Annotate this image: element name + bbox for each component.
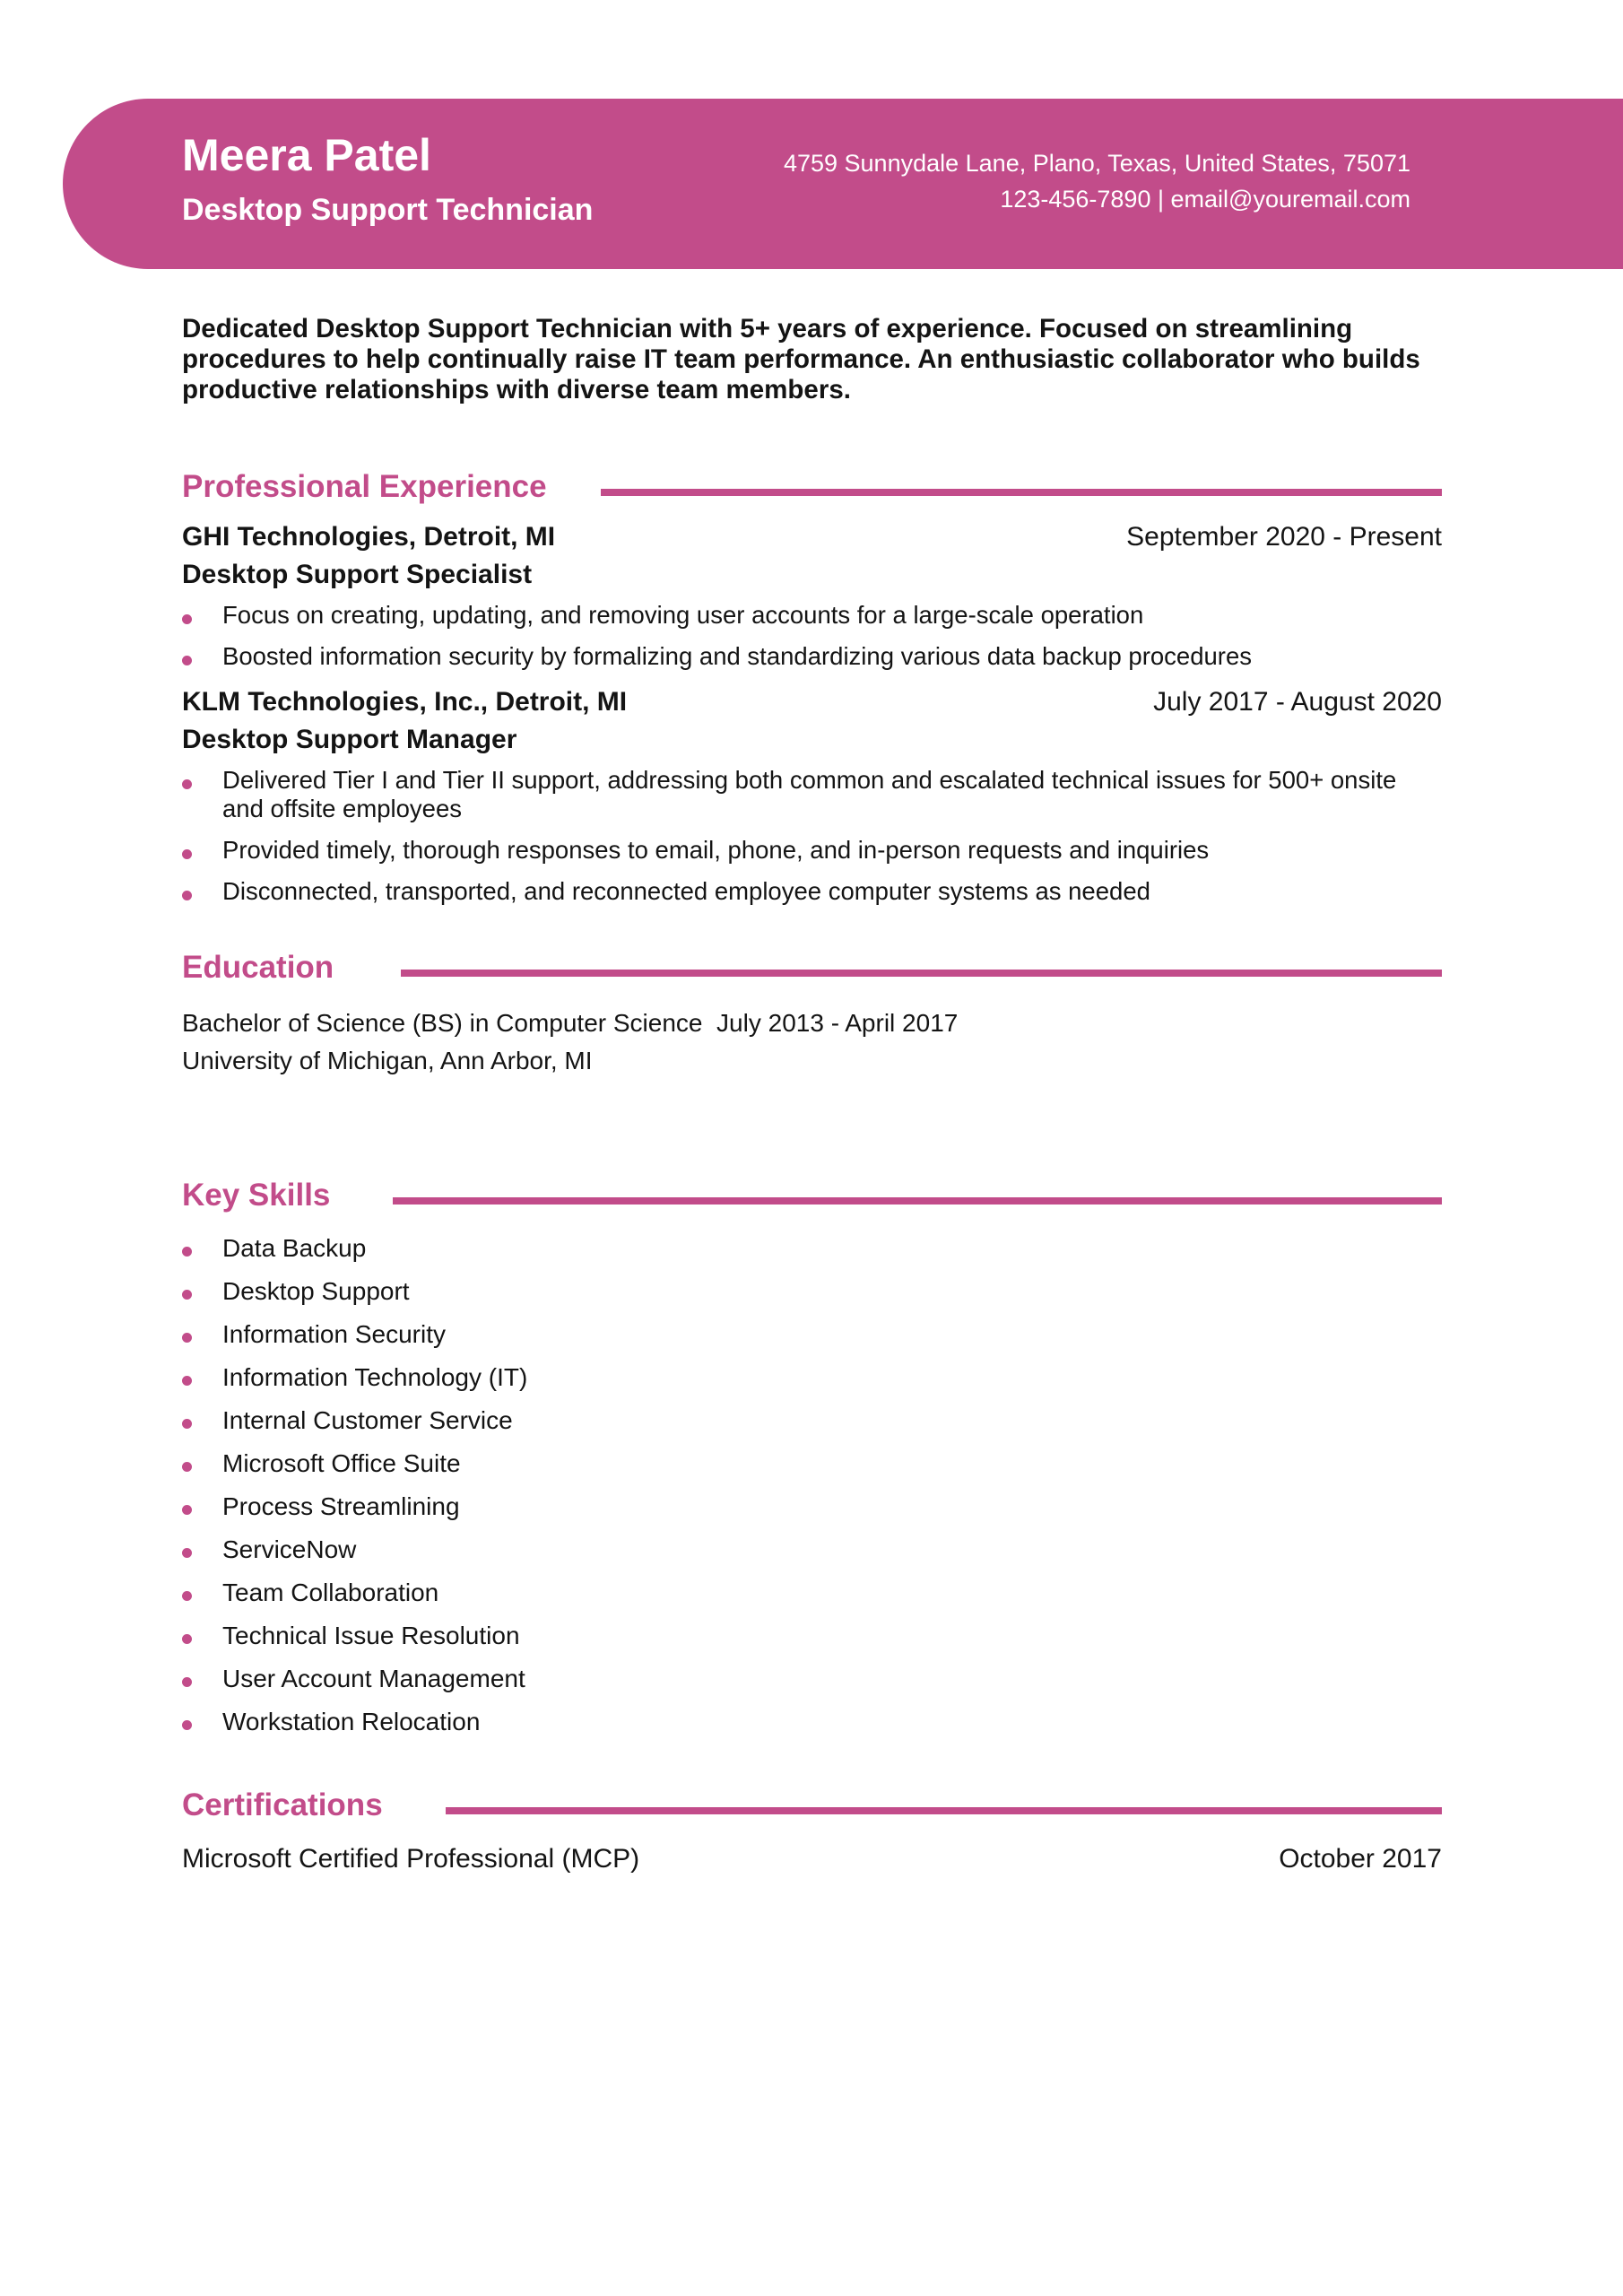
email: email@youremail.com <box>1170 186 1410 213</box>
bullet-dot-icon <box>182 1333 192 1343</box>
section-title: Certifications <box>182 1787 383 1822</box>
bullet-dot-icon <box>182 1376 192 1386</box>
job-bullets <box>182 601 1442 671</box>
section-divider <box>446 1807 1442 1814</box>
bullet-dot-icon <box>182 1591 192 1601</box>
skill-text: Desktop Support <box>222 1277 410 1305</box>
skills-section <box>182 1173 1442 1749</box>
skill-text: User Account Management <box>222 1665 525 1692</box>
bullet-text: Focus on creating, updating, and removing user accounts for a large-scale operation <box>222 601 1144 629</box>
bullet-dot-icon <box>182 1247 192 1257</box>
education-entry <box>182 1004 1442 1080</box>
summary: Dedicated Desktop Support Technician with 5+ years of experience. Focused on streamlining procedures to help continually raise IT team performance. An enthusiastic collaborator who builds productive relationships with diverse team members. <box>182 314 1420 404</box>
skills-list <box>182 1232 1442 1749</box>
degree-line: Bachelor of Science (BS) in Computer Science July 2013 - April 2017 <box>182 1009 959 1037</box>
skill-item <box>182 1534 1442 1577</box>
skill-text: Microsoft Office Suite <box>222 1449 461 1477</box>
job-header <box>182 683 1442 721</box>
section-divider <box>601 489 1442 496</box>
skill-text: Workstation Relocation <box>222 1708 481 1735</box>
certifications-section <box>182 1783 1442 1878</box>
section-title: Key Skills <box>182 1178 331 1213</box>
header-banner <box>63 99 1623 269</box>
bullet-text: Provided timely, thorough responses to email, phone, and in-person requests and inquiries <box>222 836 1210 864</box>
skill-item <box>182 1491 1442 1534</box>
bullet-text: Boosted information security by formalizing and standardizing various data backup procedures <box>222 642 1252 670</box>
experience-section <box>182 465 1442 906</box>
bullet-dot-icon <box>182 1419 192 1429</box>
certification-entry <box>182 1840 1442 1878</box>
skill-item <box>182 1620 1442 1663</box>
bullet-dot-icon <box>182 1548 192 1558</box>
job-role: Desktop Support Manager <box>182 725 517 754</box>
bullet-dot-icon <box>182 1720 192 1730</box>
skill-text: Team Collaboration <box>222 1578 439 1606</box>
bullet-text: Disconnected, transported, and reconnected employee computer systems as needed <box>222 877 1150 905</box>
bullet-dot-icon <box>182 656 192 665</box>
bullet-item <box>182 836 1442 865</box>
skill-item <box>182 1232 1442 1275</box>
section-divider <box>401 970 1442 977</box>
skill-item <box>182 1706 1442 1749</box>
job-entry <box>182 683 1442 906</box>
certification-date: October 2017 <box>1279 1844 1442 1874</box>
section-title: Professional Experience <box>182 469 547 504</box>
section-header <box>182 945 1442 990</box>
bullet-item <box>182 642 1442 671</box>
bullet-dot-icon <box>182 1505 192 1515</box>
section-divider <box>393 1197 1442 1205</box>
bullet-dot-icon <box>182 849 192 859</box>
skill-text: Internal Customer Service <box>222 1406 513 1434</box>
skill-item <box>182 1361 1442 1405</box>
section-header <box>182 1173 1442 1218</box>
job-bullets <box>182 766 1442 906</box>
skill-item <box>182 1448 1442 1491</box>
bullet-dot-icon <box>182 1290 192 1300</box>
contact-info <box>784 145 1410 217</box>
skill-text: Information Technology (IT) <box>222 1363 528 1391</box>
bullet-item <box>182 601 1442 630</box>
job-company: GHI Technologies, Detroit, MI <box>182 522 556 552</box>
bullet-dot-icon <box>182 1677 192 1687</box>
job-dates: July 2017 - August 2020 <box>1153 687 1442 717</box>
bullet-dot-icon <box>182 1634 192 1644</box>
bullet-dot-icon <box>182 614 192 624</box>
section-header <box>182 1783 1442 1828</box>
candidate-title: Desktop Support Technician <box>182 193 594 227</box>
section-header <box>182 465 1442 509</box>
job-company: KLM Technologies, Inc., Detroit, MI <box>182 687 628 717</box>
skill-text: ServiceNow <box>222 1535 357 1563</box>
skill-item <box>182 1405 1442 1448</box>
bullet-text: Delivered Tier I and Tier II support, addressing both common and escalated technical issues for 500+ onsite and offsite employees <box>222 766 1397 822</box>
certification-name: Microsoft Certified Professional (MCP) <box>182 1844 640 1874</box>
job-dates: September 2020 - Present <box>1126 522 1442 552</box>
job-role: Desktop Support Specialist <box>182 560 533 589</box>
contact-separator: | <box>1157 186 1164 213</box>
bullet-dot-icon <box>182 1462 192 1472</box>
skill-item <box>182 1663 1442 1706</box>
skill-text: Process Streamlining <box>222 1492 460 1520</box>
bullet-item <box>182 766 1442 823</box>
skill-item <box>182 1318 1442 1361</box>
resume-body <box>182 314 1442 1878</box>
skill-item <box>182 1275 1442 1318</box>
bullet-dot-icon <box>182 779 192 789</box>
phone-email-line <box>784 181 1410 217</box>
education-section <box>182 945 1442 1080</box>
skill-item <box>182 1577 1442 1620</box>
bullet-item <box>182 877 1442 906</box>
skill-text: Technical Issue Resolution <box>222 1622 520 1649</box>
job-entry <box>182 518 1442 671</box>
candidate-name: Meera Patel <box>182 130 431 180</box>
bullet-dot-icon <box>182 891 192 900</box>
skill-text: Information Security <box>222 1320 446 1348</box>
phone: 123-456-7890 <box>1000 186 1151 213</box>
section-title: Education <box>182 950 334 985</box>
school-line: University of Michigan, Ann Arbor, MI <box>182 1047 593 1074</box>
job-header <box>182 518 1442 556</box>
address: 4759 Sunnydale Lane, Plano, Texas, United States, 75071 <box>783 150 1410 177</box>
skill-text: Data Backup <box>222 1234 367 1262</box>
